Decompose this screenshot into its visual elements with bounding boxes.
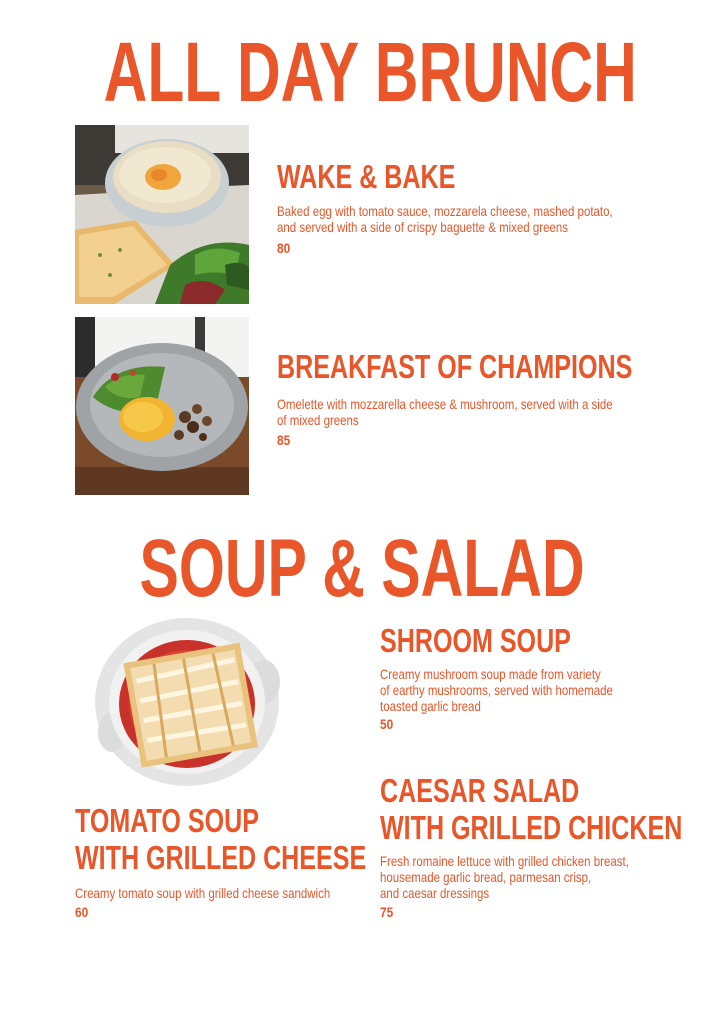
item-desc-breakfast-of-champions: Omelette with mozzarella cheese & mushroom, served with a side of mixed greens xyxy=(277,396,613,428)
item-name-caesar-salad: CAESAR SALAD WITH GRILLED CHICKEN xyxy=(380,772,683,846)
item-price-wake-and-bake: 80 xyxy=(277,240,291,256)
breakfast-of-champions-photo xyxy=(75,317,249,495)
item-desc-shroom-soup: Creamy mushroom soup made from variety of earthy mushrooms, served with homemade toasted garlic bread xyxy=(380,666,613,714)
item-price-tomato-soup: 60 xyxy=(75,904,89,920)
tomato-soup-image xyxy=(92,612,282,792)
item-name-tomato-soup: TOMATO SOUP WITH GRILLED CHEESE xyxy=(75,802,367,876)
section-title-soup-and-salad: SOUP & SALAD xyxy=(139,523,585,614)
section-title-all-day-brunch: ALL DAY BRUNCH xyxy=(103,25,637,119)
wake-and-bake-image xyxy=(75,125,249,304)
tomato-soup-photo xyxy=(92,612,282,792)
item-name-wake-and-bake: WAKE & BAKE xyxy=(277,158,456,195)
item-desc-tomato-soup: Creamy tomato soup with grilled cheese sandwich xyxy=(75,885,331,901)
breakfast-of-champions-image xyxy=(75,317,249,495)
item-name-shroom-soup: SHROOM SOUP xyxy=(380,622,571,659)
item-desc-caesar-salad: Fresh romaine lettuce with grilled chicken breast, housemade garlic bread, parmesan crisp, and caesar dressings xyxy=(380,853,629,901)
item-desc-wake-and-bake: Baked egg with tomato sauce, mozzarela cheese, mashed potato, and served with a side of crispy baguette & mixed greens xyxy=(277,203,613,235)
item-price-shroom-soup: 50 xyxy=(380,716,394,732)
wake-and-bake-photo xyxy=(75,125,249,304)
item-name-breakfast-of-champions: BREAKFAST OF CHAMPIONS xyxy=(277,348,633,385)
item-price-caesar-salad: 75 xyxy=(380,904,394,920)
item-price-breakfast-of-champions: 85 xyxy=(277,432,291,448)
